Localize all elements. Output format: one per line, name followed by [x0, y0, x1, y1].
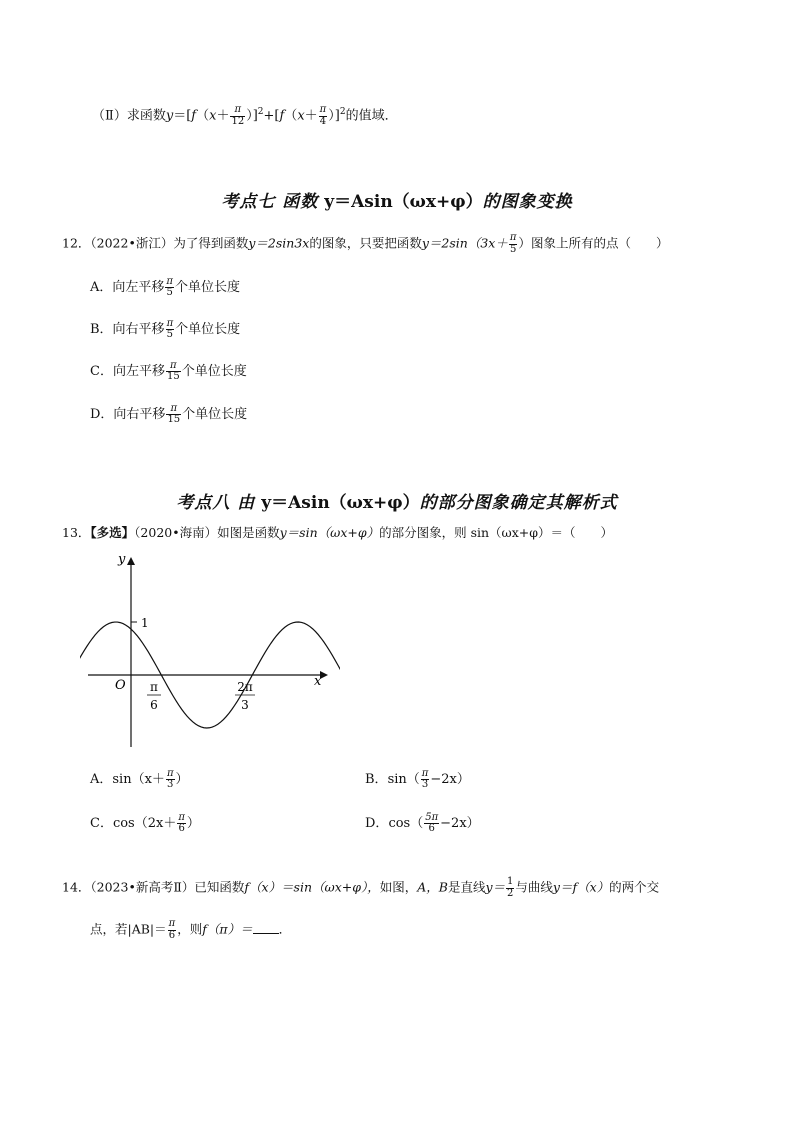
fraction-pi-12: $\frac{\pi}{12}$	[231, 104, 245, 127]
q13-option-c[interactable]: C．cos（2x＋ $\frac{\pi}{6}$ ）	[90, 811, 200, 834]
q13-option-d[interactable]: D．cos（ $\frac{5\pi}{6}$ −2x）	[365, 811, 480, 834]
fraction-pi-5: $\frac{\pi}{5}$	[509, 232, 517, 255]
q12-option-d[interactable]: D．向右平移 $\frac{\pi}{15}$ 个单位长度	[90, 402, 248, 425]
y-tick-label: 1	[141, 616, 149, 630]
x-tick-pi6-num: π	[150, 680, 158, 694]
q13-option-a[interactable]: A．sin（x＋ $\frac{\pi}{3}$ ）	[90, 767, 189, 790]
fraction-pi-6: $\frac{\pi}{6}$	[168, 918, 176, 941]
origin-label: O	[115, 678, 126, 693]
q13-option-b[interactable]: B．sin（ $\frac{\pi}{3}$ −2x）	[365, 767, 470, 790]
q12-stem: 12．（2022•浙江）为了得到函数y＝2sin3x的图象，只要把函数y＝2sin（3x＋ $\frac{\pi}{5}$ ）图象上所有的点（ ）	[62, 232, 669, 255]
y-axis-arrow	[127, 557, 135, 565]
x-tick-2pi3-num: 2π	[237, 680, 253, 694]
x-axis-label: x	[314, 674, 322, 689]
section8-heading: 考点八 由 y＝Asin（ωx+φ）的部分图象确定其解析式	[176, 493, 618, 513]
q12-option-b[interactable]: B．向右平移 $\frac{\pi}{5}$ 个单位长度	[90, 317, 241, 340]
x-tick-2pi3-den: 3	[241, 698, 249, 712]
q14-stem-line2: 点，若|AB|＝ $\frac{\pi}{6}$ ，则f（π）＝ ．	[90, 918, 292, 941]
q12-option-c[interactable]: C．向左平移 $\frac{\pi}{15}$ 个单位长度	[90, 359, 247, 382]
answer-blank[interactable]	[253, 933, 279, 934]
x-tick-pi6-den: 6	[150, 698, 158, 712]
part2-line: （Ⅱ）求函数y＝[f（x＋ $\frac{\pi}{12}$ ）]$^2$+[f（x＋ $\frac{\pi}{4}$ ）]$^2$的值域．	[92, 104, 398, 127]
section7-heading: 考点七 函数 y＝Asin（ωx+φ）的图象变换	[221, 192, 573, 212]
sine-graph	[80, 545, 340, 755]
q12-option-a[interactable]: A．向左平移 $\frac{\pi}{5}$ 个单位长度	[90, 275, 240, 298]
fraction-1-2: $\frac{1}{2}$	[507, 876, 514, 899]
fraction-pi-4: $\frac{\pi}{4}$	[319, 104, 327, 127]
y-axis-label: y	[118, 552, 126, 567]
q14-stem-line1: 14．（2023•新高考Ⅱ）已知函数f（x）＝sin（ωx+φ），如图，A，B是直线y＝ $\frac{1}{2}$ 与曲线y＝f（x）的两个交	[62, 876, 660, 899]
q13-stem: 13．【多选】（2020•海南）如图是函数y＝sin（ωx+φ）的部分图象，则 sin（ωx+φ）＝（ ）	[62, 525, 614, 540]
